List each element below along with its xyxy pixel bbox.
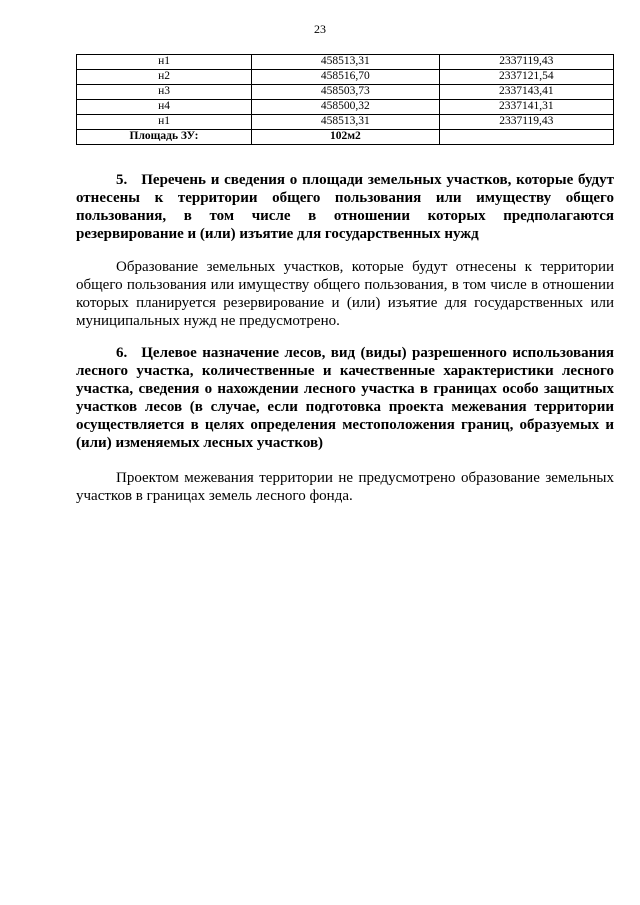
table-row [77,70,614,85]
total-label: Площадь ЗУ: [77,130,252,145]
point-cell: н1 [77,55,252,70]
table-row [77,100,614,115]
y-cell: 2337119,43 [439,115,613,130]
y-cell: 2337141,31 [439,100,613,115]
section-5-title: Перечень и сведения о площади земельных участков, которые будут отнесены к территории общего пользования или имуществу общего пользования, в том числе в отношении которых предполагаются резервирование и (или) изъятие для государственных нужд [76,172,614,242]
total-empty-cell [439,130,613,145]
table-row [77,115,614,130]
section-6-heading [76,344,614,452]
x-cell: 458516,70 [252,70,440,85]
section-5-number: 5. [116,172,128,188]
x-cell: 458513,31 [252,55,440,70]
y-cell: 2337119,43 [439,55,613,70]
section-6-title: Целевое назначение лесов, вид (виды) разрешенного использования лесного участка, количественные и качественные характеристики лесного участка, сведения о нахождении лесного участка в границах особо защитных участков лесов (в случае, если подготовка проекта межевания территории осуществляется в целях определения местоположения границ, образуемых и (или) изменяемых лесных участков) [76,345,614,451]
total-row [77,130,614,145]
section-5-body: Образование земельных участков, которые будут отнесены к территории общего пользования или имуществу общего пользования, в том числе в отношении которых планируется резервирование и (или) изъятие для государственных или муниципальных нужд не предусмотрено. [76,259,614,329]
section-5-heading [76,171,614,243]
point-cell: н2 [77,70,252,85]
total-value: 102м2 [252,130,440,145]
y-cell: 2337143,41 [439,85,613,100]
x-cell: 458513,31 [252,115,440,130]
y-cell: 2337121,54 [439,70,613,85]
coordinates-table [76,54,614,145]
x-cell: 458500,32 [252,100,440,115]
table-row [77,55,614,70]
x-cell: 458503,73 [252,85,440,100]
table-row [77,85,614,100]
section-6-body: Проектом межевания территории не предусмотрено образование земельных участков в границах земель лесного фонда. [76,470,614,504]
point-cell: н1 [77,115,252,130]
section-6-number: 6. [116,345,128,361]
page-number: 23 [314,22,326,36]
point-cell: н3 [77,85,252,100]
point-cell: н4 [77,100,252,115]
